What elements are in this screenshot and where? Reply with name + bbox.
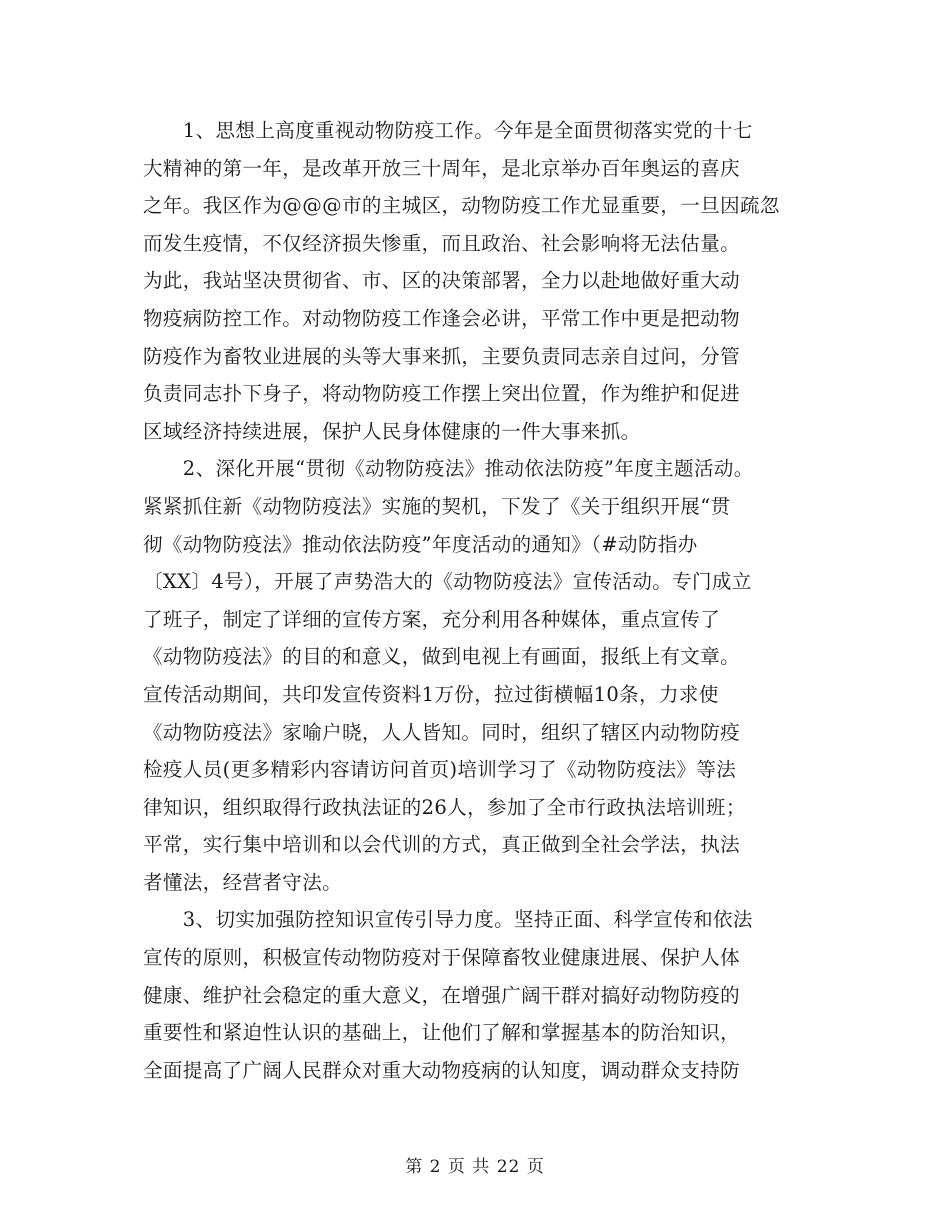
text-line: 区域经济持续进展，保护人民身体健康的一件大事来抓。 — [143, 419, 641, 443]
text-line: 负责同志扑下身子，将动物防疫工作摆上突出位置，作为维护和促进 — [143, 382, 741, 406]
text-line: 律知识，组织取得行政执法证的26人，参加了全市行政执法培训班； — [143, 795, 746, 819]
text-line: 1、思想上高度重视动物防疫工作。今年是全面贯彻落实党的十七 — [143, 119, 753, 142]
text-line: 宣传活动期间，共印发宣传资料1万份，拉过街横幅10条，力求使 — [143, 682, 719, 706]
paragraph — [143, 450, 823, 901]
text-line: 彻《动物防疫法》推动依法防疫”年度活动的通知》（#动防指办 — [143, 532, 698, 556]
text-line: 检疫人员(更多精彩内容请访问首页)培训学习了《动物防疫法》等法 — [143, 758, 737, 782]
text-line: 〔XX〕4号），开展了声势浩大的《动物防疫法》宣传活动。专门成立 — [143, 570, 752, 594]
text-line: 宣传的原则，积极宣传动物防疫对于保障畜牧业健康进展、保护人体 — [143, 946, 741, 970]
text-line: 紧紧抓住新《动物防疫法》实施的契机，下发了《关于组织开展“贯 — [143, 494, 731, 518]
text-line: 平常，实行集中培训和以会代训的方式，真正做到全社会学法，执法 — [143, 833, 741, 857]
text-line: 健康、维护社会稳定的重大意义，在增强广阔干群对搞好动物防疫的 — [143, 983, 741, 1007]
text-line: 为此，我站坚决贯彻省、市、区的决策部署，全力以赴地做好重大动 — [143, 269, 741, 293]
paragraph — [143, 901, 823, 1089]
text-line: 3、切实加强防控知识宣传引导力度。坚持正面、科学宣传和依法 — [143, 908, 753, 932]
page-footer: 第 2 页 共 22 页 — [405, 1157, 545, 1177]
document-body — [143, 112, 823, 1089]
text-line: 了班子，制定了详细的宣传方案，充分利用各种媒体，重点宣传了 — [143, 607, 721, 631]
text-line: 防疫作为畜牧业进展的头等大事来抓，主要负责同志亲自过问，分管 — [143, 344, 741, 368]
text-line: 《动物防疫法》家喻户晓，人人皆知。同时，组织了辖区内动物防疫 — [143, 720, 741, 744]
text-line: 而发生疫情，不仅经济损失惨重，而且政治、社会影响将无法估量。 — [143, 231, 741, 255]
text-line: 者懂法，经营者守法。 — [143, 870, 343, 894]
text-line: 之年。我区作为@@@市的主城区，动物防疫工作尤显重要，一旦因疏忽 — [143, 194, 780, 218]
paragraph — [143, 112, 823, 450]
text-line: 大精神的第一年，是改革开放三十周年，是北京举办百年奥运的喜庆 — [143, 156, 741, 180]
text-line: 重要性和紧迫性认识的基础上，让他们了解和掌握基本的防治知识， — [143, 1021, 741, 1045]
text-line: 2、深化开展“贯彻《动物防疫法》推动依法防疫”年度主题活动。 — [143, 457, 754, 481]
text-line: 《动物防疫法》的目的和意义，做到电视上有画面，报纸上有文章。 — [143, 645, 741, 669]
text-line: 物疫病防控工作。对动物防疫工作逢会必讲，平常工作中更是把动物 — [143, 306, 741, 330]
text-line: 全面提高了广阔人民群众对重大动物疫病的认知度，调动群众支持防 — [143, 1058, 741, 1082]
